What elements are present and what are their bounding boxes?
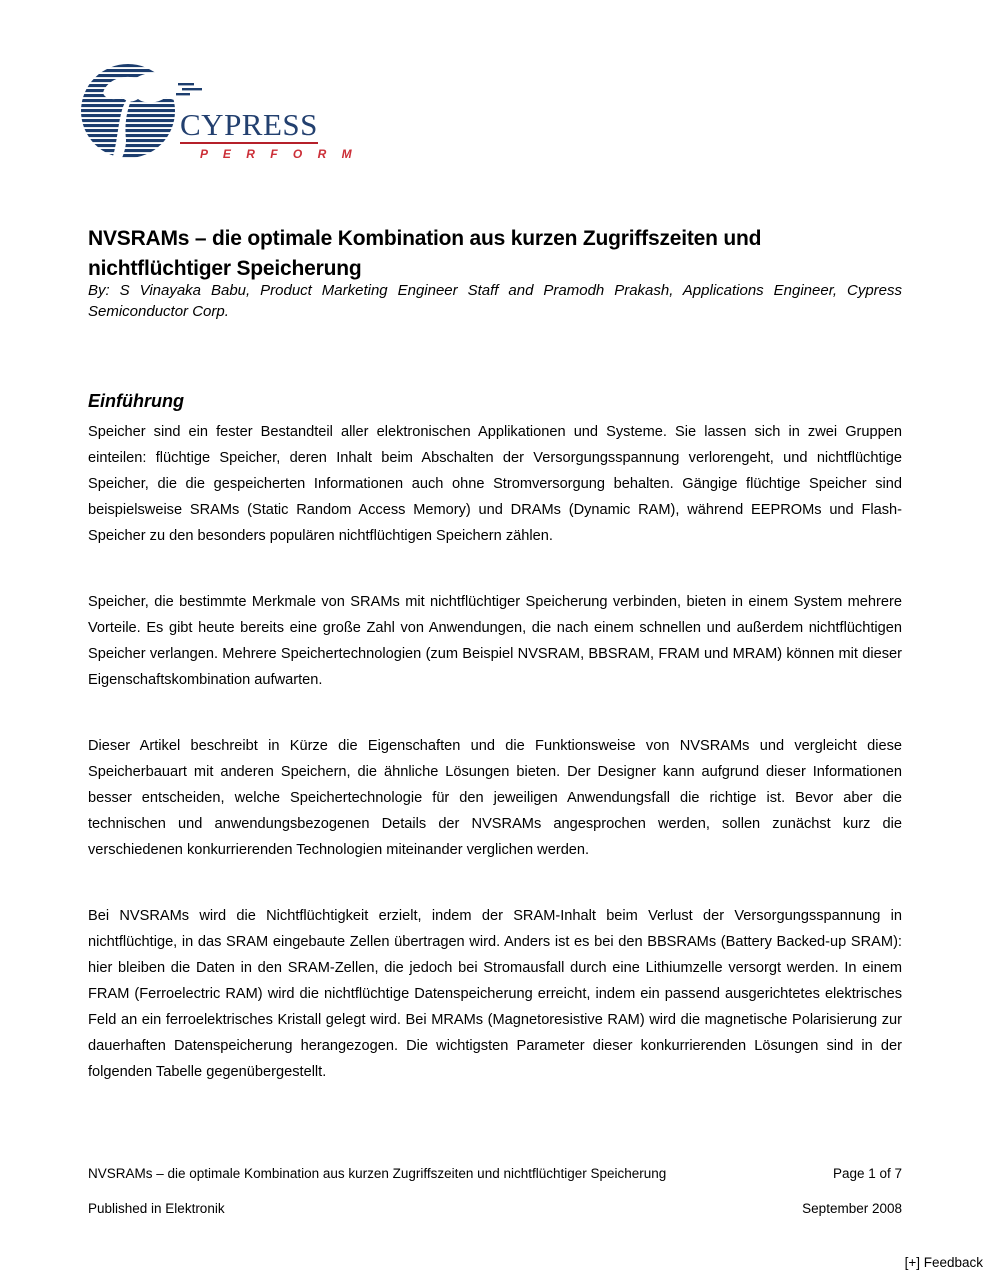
footer-page-number: Page 1 of 7 — [832, 1166, 902, 1181]
body-paragraph: Speicher, die bestimmte Merkmale von SRAMs mit nichtflüchtiger Speicherung verbinden, bieten in einem System mehrere Vorteile. Es gibt heute bereits eine große Zahl von Anwendungen, die nach einem schnellen und außerdem nichtflüchtigen Speicher verlangen. Mehrere Speichertechnologien (zum Beispiel NVSRAM, BBSRAM, FRAM und MRAM) können mit dieser Eigenschaftskombination aufwarten. — [88, 594, 902, 688]
cypress-logo — [78, 62, 358, 161]
feedback-link[interactable]: [+] Feedback — [904, 1255, 983, 1270]
body-text — [88, 419, 902, 1125]
footer-published-in: Published in Elektronik — [88, 1201, 225, 1216]
body-paragraph: Speicher sind ein fester Bestandteil aller elektronischen Applikationen und Systeme. Sie lassen sich in zwei Gruppen einteilen: flüchtige Speicher, deren Inhalt beim Abschalten der Versorgungsspannung verlorengeht, und nichtflüchtige Speicher, die die gespeicherten Informationen auch ohne Stromversorgung behalten. Gängige flüchtige Speicher sind beispielsweise SRAMs (Static Random Access Memory) und DRAMs (Dynamic RAM), während EEPROMs und Flash-Speicher zu den besonders populären nichtflüchtigen Speichern zählen. — [88, 424, 902, 544]
footer-doc-title: NVSRAMs – die optimale Kombination aus kurzen Zugriffszeiten und nichtflüchtiger Speicherung — [88, 1166, 667, 1181]
logo-brand-block — [180, 107, 358, 161]
byline: By: S Vinayaka Babu, Product Marketing Engineer Staff and Pramodh Prakash, Applications Engineer, Cypress Semiconductor Corp. — [88, 282, 902, 320]
body-paragraph: Dieser Artikel beschreibt in Kürze die Eigenschaften und die Funktionsweise von NVSRAMs und vergleicht diese Speicherbauart mit anderen Speichern, die ähnliche Lösungen bieten. Der Designer kann aufgrund dieser Informationen besser entscheiden, welche Speichertechnologie für den jeweiligen Anwendungsfall die richtige ist. Bevor aber die technischen und anwendungsbezogenen Details der NVSRAMs angesprochen werden, sollen zunächst kurz die verschiedenen konkurrierenden Technologien miteinander verglichen werden. — [88, 738, 902, 858]
section-heading-einfuehrung: Einführung — [88, 391, 184, 411]
logo-divider — [180, 142, 318, 144]
page-footer — [88, 1166, 902, 1236]
footer-row-2 — [88, 1201, 902, 1216]
page-title: NVSRAMs – die optimale Kombination aus kurzen Zugriffszeiten und nichtflüchtiger Speicherung — [88, 227, 762, 280]
footer-row-1 — [88, 1166, 902, 1181]
body-paragraph: Bei NVSRAMs wird die Nichtflüchtigkeit erzielt, indem der SRAM-Inhalt beim Verlust der Versorgungsspannung in nichtflüchtige, in das SRAM eingebaute Zellen übertragen wird. Anders ist es bei den BBSRAMs (Battery Backed-up SRAM): hier bleiben die Daten in den SRAM-Zellen, die jedoch bei Stromausfall durch eine Lithiumzelle versorgt werden. In einem FRAM (Ferroelectric RAM) wird die nichtflüchtige Datenspeicherung erreicht, indem ein passend ausgerichtetes elektrisches Feld an ein ferroelektrisches Kristall gelegt wird. Bei MRAMs (Magnetoresistive RAM) wird die magnetische Polarisierung zur dauerhaften Datenspeicherung herangezogen. Die wichtigsten Parameter dieser konkurrierenden Lösungen sind in der folgenden Tabelle gegenübergestellt. — [88, 908, 902, 1080]
logo-brand-text: CYPRESS — [180, 107, 318, 142]
footer-date: September 2008 — [802, 1201, 902, 1216]
logo-tagline: P E R F O R M — [200, 147, 358, 161]
